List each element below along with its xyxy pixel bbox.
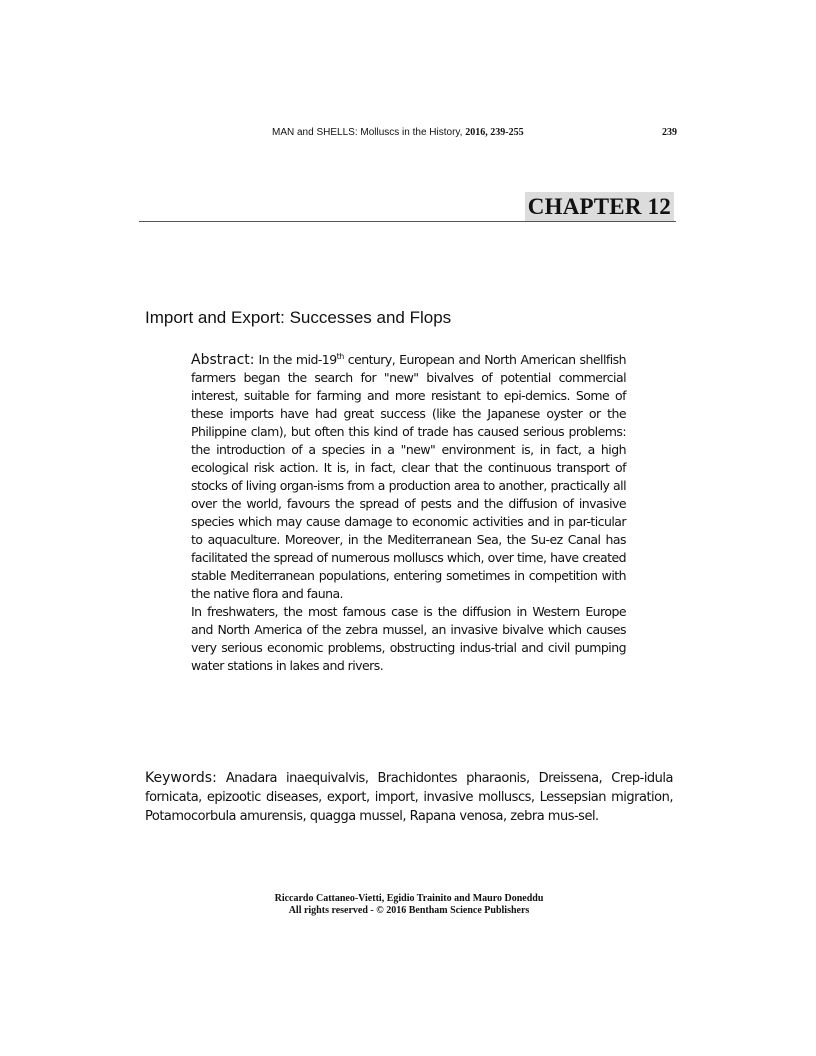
- chapter-divider: [139, 221, 676, 222]
- running-header: [0, 126, 816, 142]
- abstract-paragraph-2: In freshwaters, the most famous case is the diffusion in Western Europe and North America of the zebra mussel, an invasive bivalve which causes very serious economic problems, obstructing indus-trial and civil pumping water stations in lakes and rivers.: [191, 604, 626, 673]
- footer-rights: All rights reserved - © 2016 Bentham Science Publishers: [288, 905, 530, 916]
- keywords-label: Keywords:: [145, 770, 217, 786]
- abstract-text-post: century, European and North American shellfish farmers began the search for "new" bivalves of potential commercial interest, suitable for farming and more resistant to epi-demics. Some of these imports have had great success (like the Japanese oyster or the Philippine clam), but often this kind of trade has caused serious problems: the introduction of a species in a "new" environment is, in fact, a high ecological risk action. It is, in fact, clear that the continuous transport of stocks of living organ-isms from a production area to another, practically all over the world, favours the spread of pests and the diffusion of invasive species which may cause damage to economic activities and in par-ticular to aquaculture. Moreover, in the Mediterranean Sea, the Su-ez Canal has facilitated the spread of numerous molluscs which, over time, have created stable Mediterranean populations, entering sometimes in competition with the native flora and fauna.: [191, 352, 626, 601]
- chapter-label: CHAPTER 12: [525, 192, 674, 221]
- abstract-paragraph-1: [191, 351, 626, 603]
- footer: [0, 893, 816, 917]
- article-title: Import and Export: Successes and Flops: [145, 308, 452, 327]
- journal-name: MAN and SHELLS: Molluscs in the History,: [272, 127, 463, 138]
- journal-pages: 2016, 239-255: [465, 127, 524, 138]
- keywords: [145, 769, 673, 826]
- abstract-text-pre: In the mid-19: [258, 352, 337, 367]
- page-number: 239: [662, 127, 677, 138]
- journal-citation: [272, 126, 524, 140]
- keywords-text: Anadara inaequivalvis, Brachidontes pharaonis, Dreissena, Crep-idula fornicata, epizootic diseases, export, import, invasive molluscs, Lessepsian migration, Potamocorbula amurensis, quagga mussel, Rapana venosa, zebra mus-sel.: [145, 771, 674, 824]
- abstract-label: Abstract:: [191, 352, 255, 368]
- abstract: [191, 351, 626, 675]
- footer-authors: Riccardo Cattaneo-Vietti, Egidio Trainito and Mauro Doneddu: [274, 893, 544, 904]
- abstract-superscript: th: [336, 351, 344, 361]
